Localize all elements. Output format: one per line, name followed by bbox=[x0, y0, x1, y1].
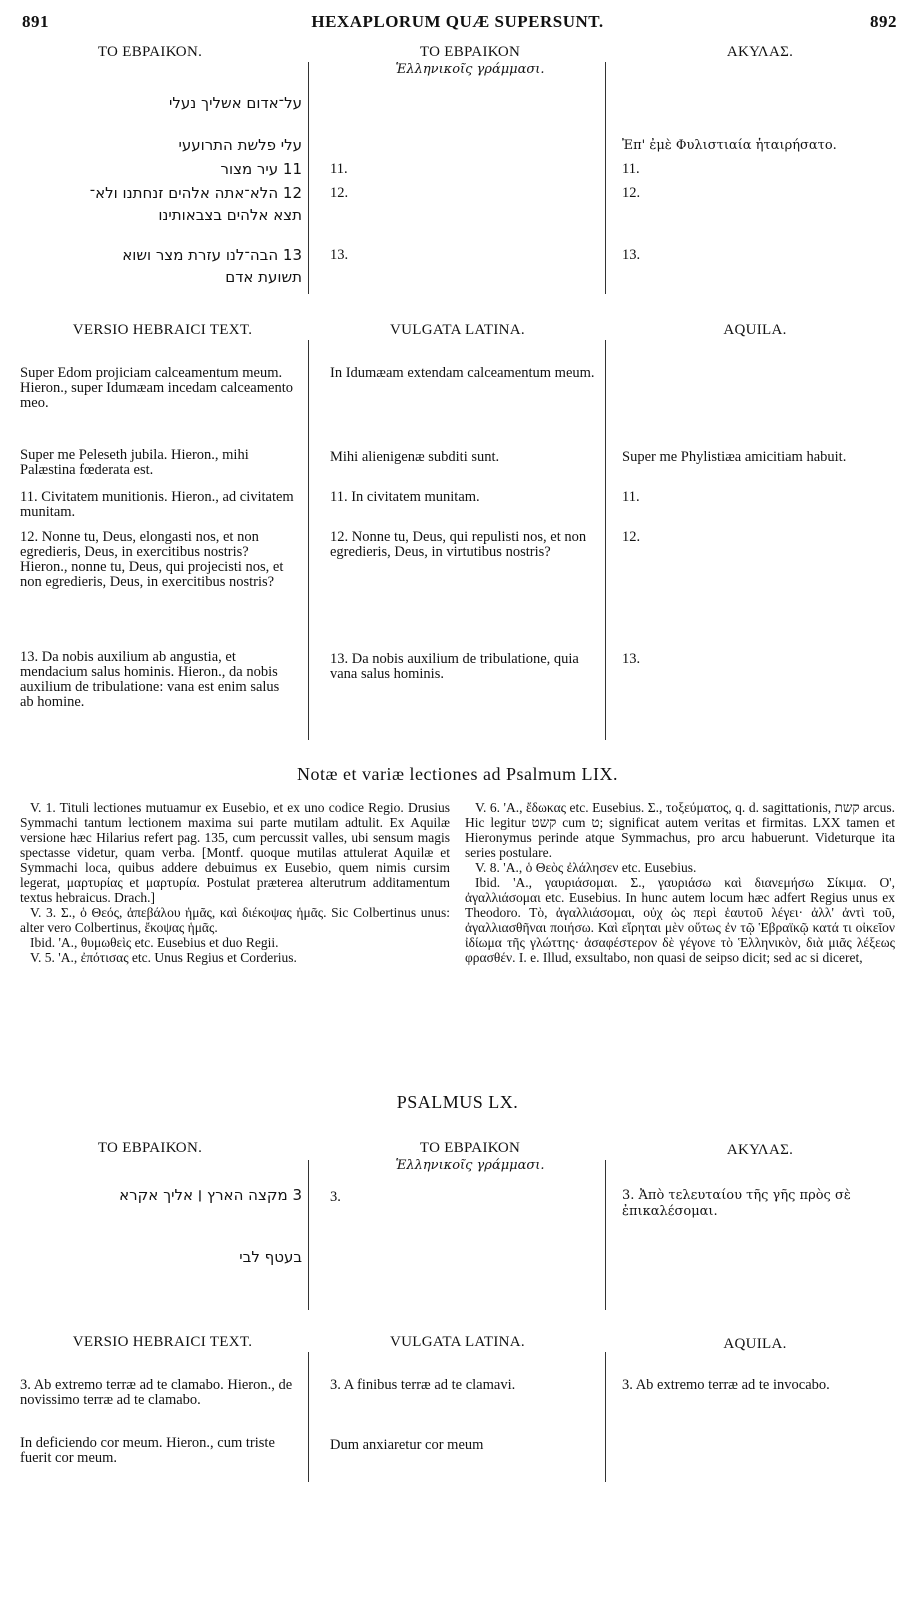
version-text: Super Edom projiciam calceamentum meum. Hieron., super Idumæam incedam calceamento meo. bbox=[20, 365, 293, 411]
verse-number: 3. bbox=[330, 1189, 341, 1205]
psalm-col2-title: ΤΟ ΕΒΡΑΙΚΟΝ bbox=[419, 1140, 521, 1156]
aquila-greek-line: Ἐπ' ἐμὲ Φυλιστιαία ἡταιρήσατο. bbox=[622, 138, 837, 153]
vulgate-text: 12. Nonne tu, Deus, qui repulisti nos, et non egredieris, Deus, in virtutibus nostris? bbox=[330, 529, 587, 560]
top-col1-title: ΤΟ ΕΒΡΑΙΚΟΝ. bbox=[97, 44, 203, 60]
column-rule bbox=[605, 1160, 606, 1310]
note-paragraph: Ibid. 'Α., θυμωθεὶς etc. Eusebius et duo Regii. bbox=[30, 935, 279, 950]
version-text: 12. Nonne tu, Deus, elongasti nos, et non egredieris, Deus, in exercitibus nostris? Hieron., nonne tu, Deus, qui projecisti nos, et non egredieris, Deus, in exercitibus nostris? bbox=[20, 529, 284, 590]
verse-number: 13. bbox=[330, 247, 349, 263]
column-rule bbox=[605, 1352, 606, 1482]
verse-number: 12. bbox=[622, 185, 641, 201]
top-col3-title: ΑΚΥΛΑΣ. bbox=[726, 44, 794, 60]
hebrew-line: על־אדום אשליך נעלי bbox=[169, 94, 302, 112]
version-text: 13. Da nobis auxilium ab angustia, et mendacium salus hominis. Hieron., da nobis auxilium de tribulatione: vana est enim salus ab homine. bbox=[20, 649, 280, 710]
top-col2-title: ΤΟ ΕΒΡΑΙΚΟΝ bbox=[419, 44, 521, 60]
aquila-text: 11. bbox=[622, 489, 640, 505]
top-col2-subtitle: Ἑλληνικοῖς γράμμασι. bbox=[395, 62, 545, 77]
latin2-col3-title: AQUILA. bbox=[723, 1336, 787, 1352]
notes-left-column bbox=[20, 800, 450, 965]
hebrew-line: 13 הבה־לנו עזרת מצר ושוא bbox=[122, 246, 302, 264]
column-rule bbox=[308, 1160, 309, 1310]
verse-number: 11. bbox=[622, 161, 640, 177]
hebrew-line: בעטף לבי bbox=[239, 1248, 302, 1266]
version-text: In deficiendo cor meum. Hieron., cum triste fuerit cor meum. bbox=[20, 1435, 275, 1466]
note-paragraph: V. 5. 'Α., ἐπότισας etc. Unus Regius et Corderius. bbox=[30, 950, 297, 965]
latin1-col3-title: AQUILA. bbox=[723, 322, 787, 338]
vulgate-text: 13. Da nobis auxilium de tribulatione, quia vana salus hominis. bbox=[330, 651, 579, 682]
column-rule bbox=[308, 340, 309, 740]
running-title: HEXAPLORUM QUÆ SUPERSUNT. bbox=[311, 12, 604, 31]
psalm-col2-subtitle: Ἑλληνικοῖς γράμμασι. bbox=[395, 1158, 545, 1173]
verse-number: 12. bbox=[330, 185, 349, 201]
vulgate-text: 11. In civitatem munitam. bbox=[330, 489, 480, 505]
vulgate-text: Dum anxiaretur cor meum bbox=[330, 1437, 484, 1453]
vulgate-text: 3. A finibus terræ ad te clamavi. bbox=[330, 1377, 516, 1393]
column-rule bbox=[308, 62, 309, 294]
vulgate-text: Mihi alienigenæ subditi sunt. bbox=[330, 449, 500, 465]
hebrew-line: עלי פלשת התרועעי bbox=[178, 136, 302, 154]
version-text: Super me Peleseth jubila. Hieron., mihi Palæstina fœderata est. bbox=[20, 447, 249, 478]
hebrew-line: 11 עיר מצור bbox=[220, 160, 302, 178]
hebrew-line: תשועת אדם bbox=[225, 268, 302, 286]
psalm-col3-title: ΑΚΥΛΑΣ. bbox=[726, 1142, 794, 1158]
note-paragraph: V. 8. 'Α., ὁ Θεὸς ἐλάλησεν etc. Eusebius. bbox=[475, 860, 697, 875]
notes-title: Notæ et variæ lectiones ad Psalmum LIX. bbox=[297, 764, 618, 784]
hebrew-line: 12 הלא־אתה אלהים זנחתנו ולא־ bbox=[89, 184, 302, 202]
aquila-text: 13. bbox=[622, 651, 641, 667]
hebrew-line: תצא אלהים בצבאותינו bbox=[158, 206, 302, 224]
page-number-right: 892 bbox=[870, 12, 897, 31]
aquila-text: Super me Phylistiæa amicitiam habuit. bbox=[622, 449, 847, 465]
version-text: 11. Civitatem munitionis. Hieron., ad civitatem munitam. bbox=[20, 489, 294, 520]
aquila-text: 12. bbox=[622, 529, 641, 545]
latin2-col1-title: VERSIO HEBRAICI TEXT. bbox=[72, 1334, 253, 1350]
verse-number: 11. bbox=[330, 161, 348, 177]
verse-number: 13. bbox=[622, 247, 641, 263]
psalm-title: PSALMUS LX. bbox=[396, 1092, 519, 1112]
column-rule bbox=[308, 1352, 309, 1482]
column-rule bbox=[605, 340, 606, 740]
page-number-left: 891 bbox=[22, 12, 49, 31]
note-paragraph: V. 1. Tituli lectiones mutuamur ex Eusebio, et ex uno codice Regio. Drusius Symmachi tantum lectionem maxima sui parte mutilam adtulit. Ex Aquilæ versione hæc Hilarius refert pag. 135, cum percussit valles, ubi sensum magis spectasse videtur, quam verba. [Montf. quoque mutilas attulerat Aquilæ et Symmachi loca, quibus addere debuimus ex Eusebio, quem nimis cursim legerat, μαρτυρίας et μαρτυρία. Postulat præterea alterutrum additamentum textus hebraicus. Drach.] bbox=[20, 800, 450, 905]
notes-right-column bbox=[465, 800, 895, 965]
psalm-col1-title: ΤΟ ΕΒΡΑΙΚΟΝ. bbox=[97, 1140, 203, 1156]
note-paragraph: Ibid. 'Α., γαυριάσομαι. Σ., γαυριάσω καὶ διανεμήσω Σίκιμα. Ο', ἀγαλλιάσομαι etc. Eusebius. In hunc autem locum hæc adfert Regius unus ex Theodoro. Τὸ, ἀγαλλιάσομαι, οὐχ ὡς περὶ ἑαυτοῦ λέγει· ἀλλ' ἀντὶ τοῦ, ἀγαλλιασθῆναι ποιήσω. Καὶ εἴρηται μὲν οὕτως ἐν τῷ Ἑβραϊκῷ κατά τι οἰκεῖον ἰδίωμα τῆς γλώττης· ἀσαφέστερον δὲ γέγονε τὸ Ἑλληνικὸν, διὰ μιᾶς λέξεως φρασθέν. I. e. Illud, exsultabo, non quasi de seipso dicit; sed ac si diceret, bbox=[465, 875, 895, 965]
aquila-text: 3. Ab extremo terræ ad te invocabo. bbox=[622, 1377, 830, 1393]
column-rule bbox=[605, 62, 606, 294]
version-text: 3. Ab extremo terræ ad te clamabo. Hieron., de novissimo terræ ad te clamabo. bbox=[20, 1377, 293, 1408]
latin2-col2-title: VULGATA LATINA. bbox=[390, 1334, 525, 1350]
aquila-greek-line: 3. Ἀπὸ τελευταίου τῆς γῆς πρὸς σὲ ἐπικαλέσομαι. bbox=[622, 1188, 851, 1219]
note-paragraph: V. 6. 'Α., ἔδωκας etc. Eusebius. Σ., τοξεύματος, q. d. sagittationis, קשת arcus. Hic legitur קשט cum ט; significat autem veritas et firmitas. LXX tamen et Hieronymus perinde atque Symmachus, pro arcu habuerunt. Videturque ita series postulare. bbox=[465, 800, 896, 860]
latin1-col1-title: VERSIO HEBRAICI TEXT. bbox=[72, 322, 253, 338]
vulgate-text: In Idumæam extendam calceamentum meum. bbox=[330, 365, 595, 381]
hebrew-line: 3 מקצה הארץ ׀ אליך אקרא bbox=[119, 1186, 302, 1204]
note-paragraph: V. 3. Σ., ὁ Θεός, ἀπεβάλου ἡμᾶς, καὶ διέκοψας ἡμᾶς. Sic Colbertinus unus: alter vero Colbertinus, ἔκοψας ἡμᾶς. bbox=[20, 905, 450, 935]
latin1-col2-title: VULGATA LATINA. bbox=[390, 322, 525, 338]
